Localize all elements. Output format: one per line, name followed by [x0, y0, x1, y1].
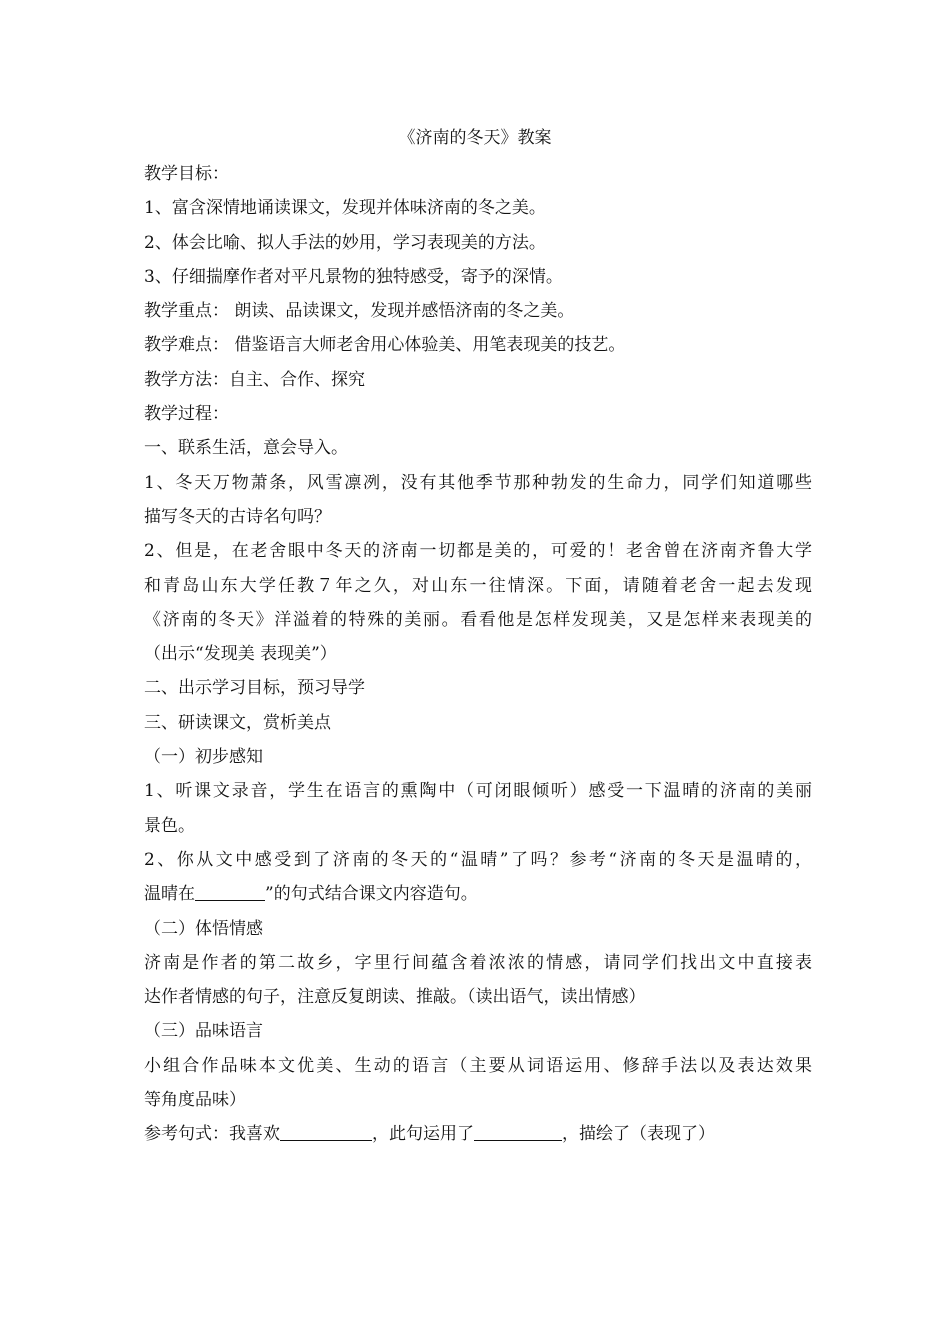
sub2-paragraph-line2: 达作者情感的句子，注意反复朗读、推敲。（读出语气，读出情感）: [144, 987, 646, 1008]
document-title: 《济南的冬天》教案: [398, 128, 552, 148]
step1-heading: 一、联系生活，意会导入。: [144, 438, 348, 459]
sub3-paragraph-line1: 小组合作品味本文优美、生动的语言（主要从词语运用、修辞手法以及表达效果: [144, 1055, 812, 1076]
sub1-p2-suffix: ”的句式结合课文内容造句。: [265, 884, 478, 905]
step1-paragraph1-line2: 描写冬天的古诗名句吗？: [144, 506, 331, 527]
reference-prefix: 参考句式：我喜欢: [144, 1124, 280, 1145]
difficulty: 教学难点： 借鉴语言大师老舍用心体验美、用笔表现美的技艺。: [144, 335, 626, 356]
step1-paragraph2-line1: 2、但是，在老舍眼中冬天的济南一切都是美的，可爱的！老舍曾在济南齐鲁大学: [144, 541, 812, 562]
sub1-p2-prefix: 温晴在: [144, 884, 195, 905]
step2-heading: 二、出示学习目标，预习导学: [144, 678, 365, 699]
sub2-paragraph-line1: 济南是作者的第二故乡，字里行间蕴含着浓浓的情感，请同学们找出文中直接表: [144, 952, 812, 973]
step1-paragraph1-line1: 1、冬天万物萧条，风雪凛冽，没有其他季节那种勃发的生命力，同学们知道哪些: [144, 472, 812, 493]
teaching-method: 教学方法：自主、合作、探究: [144, 369, 365, 390]
sub1-paragraph2-line2: [144, 877, 812, 911]
sub3-paragraph-line2: 等角度品味）: [144, 1090, 246, 1111]
sub1-heading: （一）初步感知: [144, 747, 263, 768]
step1-paragraph2-line2: 和青岛山东大学任教７年之久，对山东一往情深。下面，请随着老舍一起去发现: [144, 575, 812, 596]
reference-middle: ，此句运用了: [372, 1124, 474, 1145]
fill-blank: [474, 1121, 562, 1141]
objectives-heading: 教学目标：: [144, 164, 229, 184]
objective-1: 1、富含深情地诵读课文，发现并体味济南的冬之美。: [144, 198, 546, 219]
key-point: 教学重点： 朗读、品读课文，发现并感悟济南的冬之美。: [144, 301, 575, 322]
reference-sentence: [144, 1117, 812, 1151]
fill-blank: [195, 881, 265, 901]
objective-2: 2、体会比喻、拟人手法的妙用，学习表现美的方法。: [144, 232, 546, 253]
objective-3: 3、仔细揣摩作者对平凡景物的独特感受，寄予的深情。: [144, 266, 563, 287]
step1-paragraph2-line3: 《济南的冬天》洋溢着的特殊的美丽。看看他是怎样发现美，又是怎样来表现美的: [144, 609, 812, 630]
sub1-paragraph1-line1: 1、听课文录音，学生在语言的熏陶中（可闭眼倾听）感受一下温晴的济南的美丽: [144, 781, 812, 802]
sub1-paragraph1-line2: 景色。: [144, 815, 195, 836]
step1-paragraph2-line4: （出示“发现美 表现美”）: [144, 644, 337, 665]
reference-suffix: ，描绘了（表现了）: [562, 1124, 715, 1145]
sub1-paragraph2-line1: 2、你从文中感受到了济南的冬天的“温晴”了吗？参考“济南的冬天是温晴的，: [144, 849, 812, 870]
process-heading: 教学过程：: [144, 404, 229, 425]
document-body: [144, 157, 812, 1152]
step3-heading: 三、研读课文，赏析美点: [144, 712, 331, 733]
sub3-heading: （三）品味语言: [144, 1021, 263, 1042]
sub2-heading: （二）体悟情感: [144, 918, 263, 939]
fill-blank: [280, 1121, 372, 1141]
